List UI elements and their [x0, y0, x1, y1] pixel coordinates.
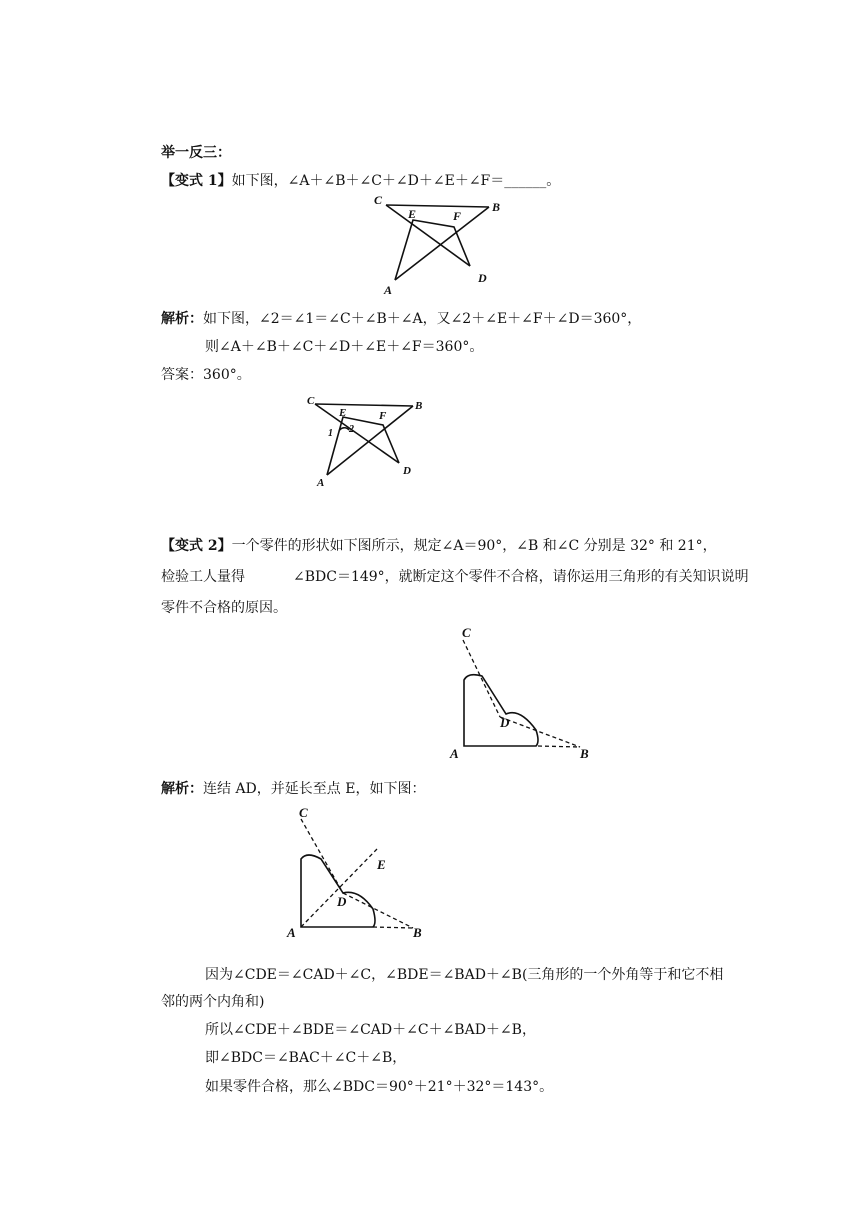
dashed-cb — [500, 717, 580, 747]
variant2-reason-line3: 所以∠CDE＋∠BDE＝∠CAD＋∠C＋∠BAD＋∠B， — [205, 1022, 536, 1038]
variant2-question-line1 — [161, 536, 717, 556]
label-c: C — [374, 193, 383, 207]
variant2-analysis-line — [161, 779, 425, 799]
label-a: A — [384, 283, 393, 297]
label-f: F — [453, 209, 462, 223]
label-e: E — [377, 857, 386, 872]
variant1-tag: 【变式 1】 — [161, 173, 232, 189]
variant2-reason-line2: 邻的两个内角和) — [161, 994, 265, 1010]
label-c: C — [299, 805, 308, 820]
variant2-reason-line4: 即∠BDC＝∠BAC＋∠C＋∠B， — [205, 1050, 407, 1066]
label-c: C — [462, 625, 471, 640]
line-cb — [386, 205, 489, 207]
section-title: 举一反三： — [161, 145, 231, 161]
label-angle-2: 2 — [349, 424, 354, 435]
label-b: B — [580, 746, 589, 761]
variant2-figure — [448, 622, 598, 762]
variant1-question: 如下图，∠A＋∠B＋∠C＋∠D＋∠E＋∠F＝______。 — [231, 173, 561, 189]
variant2-analysis-figure — [285, 803, 435, 941]
label-b: B — [492, 200, 501, 214]
variant1-answer: 答案：360°。 — [161, 367, 251, 383]
variant2-reason-line1: 因为∠CDE＝∠CAD＋∠C，∠BDE＝∠BAD＋∠B(三角形的一个外角等于和它不相 — [205, 967, 724, 983]
variant2-analysis-text: 连结 AD，并延长至点 E，如下图： — [203, 781, 426, 797]
variant2-question2a: 检验工人量得 — [161, 569, 245, 585]
label-f: F — [379, 410, 387, 422]
angle-arc — [339, 428, 349, 431]
variant1-analysis-text1: 如下图，∠2＝∠1＝∠C＋∠B＋∠A，又∠2＋∠E＋∠F＋∠D＝360°， — [203, 311, 642, 327]
dashed-bottom — [373, 927, 413, 928]
label-b: B — [415, 400, 423, 412]
dashed-ac — [463, 640, 500, 717]
variant1-analysis-line2: 则∠A＋∠B＋∠C＋∠D＋∠E＋∠F＝360°。 — [205, 339, 484, 355]
dashed-bottom — [538, 746, 580, 747]
variant2-question-line3: 零件不合格的原因。 — [161, 600, 287, 616]
label-angle-1: 1 — [328, 428, 333, 439]
label-a: A — [450, 746, 459, 761]
variant2-question2b: ∠BDC＝149°，就断定这个零件不合格，请你运用三角形的有关知识说明 — [293, 569, 749, 585]
label-c: C — [307, 395, 315, 407]
variant2-question1: 一个零件的形状如下图所示，规定∠A＝90°，∠B 和∠C 分别是 32° 和 21°， — [231, 538, 717, 554]
variant2-reason-line5: 如果零件合格，那么∠BDC＝90°＋21°＋32°＝143°。 — [205, 1079, 554, 1095]
label-e: E — [339, 407, 347, 419]
variant2-question-line2 — [161, 567, 749, 587]
label-a: A — [287, 925, 296, 940]
part-outline — [464, 675, 538, 746]
label-d: D — [337, 894, 347, 909]
dashed-cb — [343, 893, 413, 928]
label-a: A — [317, 477, 325, 489]
variant2-analysis-tag: 解析： — [161, 781, 203, 797]
variant2-tag: 【变式 2】 — [161, 538, 232, 554]
variant1-analysis-line1 — [161, 309, 641, 329]
label-b: B — [413, 925, 422, 940]
line-cb — [315, 404, 413, 406]
label-d: D — [500, 715, 510, 730]
variant1-question-line — [161, 171, 560, 191]
variant1-figure — [370, 192, 510, 296]
variant1-analysis-tag: 解析： — [161, 311, 203, 327]
label-d: D — [403, 465, 411, 477]
label-d: D — [478, 271, 487, 285]
variant1-analysis-figure — [303, 394, 433, 490]
label-e: E — [408, 207, 417, 221]
